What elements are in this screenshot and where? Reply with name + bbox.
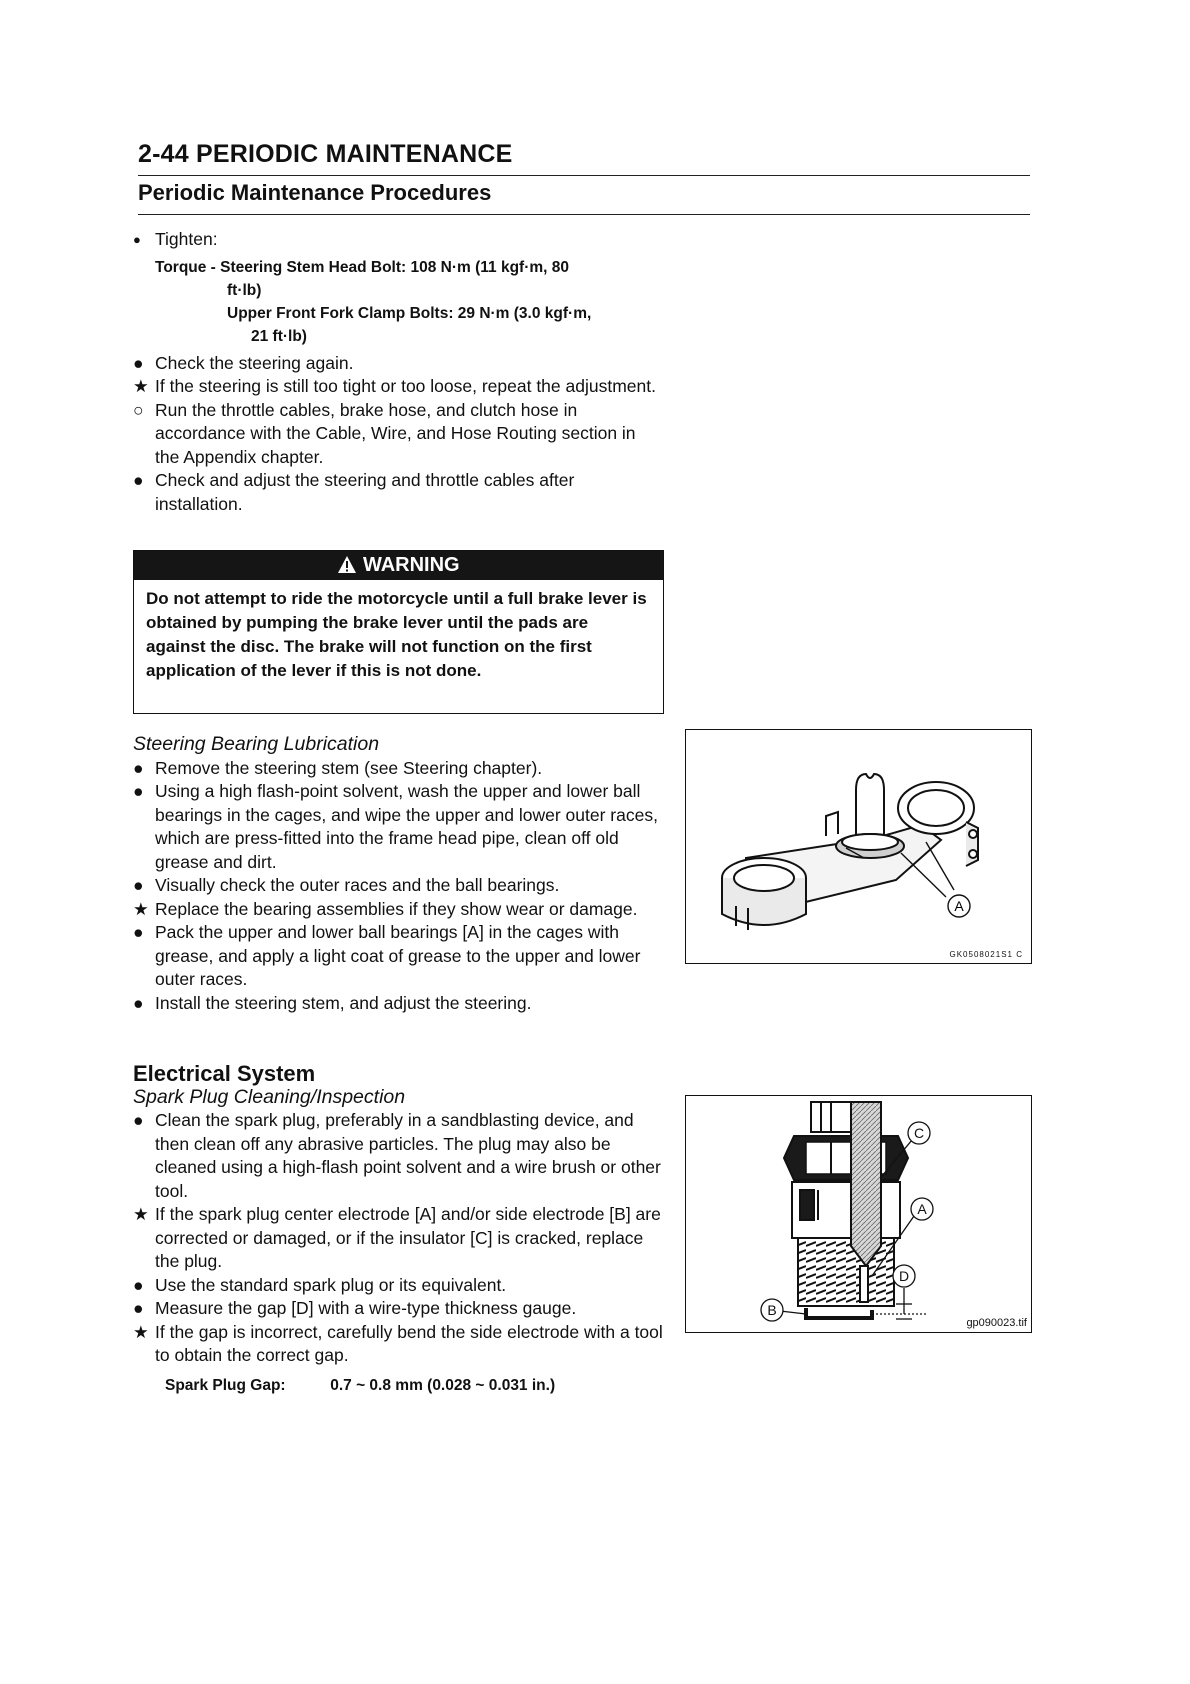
- step-text: Measure the gap [D] with a wire-type thickness gauge.: [155, 1298, 577, 1318]
- gap-value: 0.7 ~ 0.8 mm (0.028 ~ 0.031 in.): [330, 1376, 556, 1394]
- star-icon: ★: [133, 1204, 149, 1224]
- figure-file-name: gp090023.tif: [966, 1317, 1027, 1329]
- list-item: [133, 1203, 663, 1274]
- star-icon: ★: [133, 1321, 149, 1342]
- steering-stem-drawing: [686, 730, 1031, 963]
- gap-label: Spark Plug Gap:: [165, 1376, 286, 1394]
- star-icon: ★: [133, 898, 149, 919]
- star-icon: ★: [133, 376, 149, 396]
- list-item: [133, 375, 663, 399]
- electrical-section: [133, 1062, 663, 1397]
- list-item: [133, 399, 663, 470]
- list-item: [133, 757, 663, 781]
- warning-bar: [134, 551, 663, 580]
- callout-b: B: [767, 1302, 777, 1318]
- step-text: Visually check the outer races and the ball bearings.: [155, 875, 560, 895]
- spark-plug-subheading: Spark Plug Cleaning/Inspection: [133, 1085, 406, 1108]
- spark-plug-figure: [685, 1095, 1032, 1333]
- step-text: Check and adjust the steering and throttle cables after installation.: [155, 470, 575, 514]
- bullet-icon: ●: [133, 232, 141, 247]
- list-item: [133, 352, 663, 376]
- bullet-icon: ●: [133, 992, 144, 1013]
- step-text: Remove the steering stem (see Steering chapter).: [155, 757, 543, 778]
- bullet-icon: ●: [133, 470, 144, 490]
- list-item: [133, 921, 663, 992]
- list-item: [133, 874, 663, 898]
- bullet-icon: ●: [133, 875, 144, 895]
- tighten-label: Tighten:: [155, 229, 218, 249]
- gap-spec: [133, 1374, 663, 1397]
- steering-stem-figure: [685, 729, 1032, 964]
- step-text: If the steering is still too tight or too loose, repeat the adjustment.: [155, 376, 656, 396]
- bearing-heading: Steering Bearing Lubrication: [133, 733, 380, 755]
- step-text: Check the steering again.: [155, 352, 354, 373]
- step-text: Use the standard spark plug or its equivalent.: [155, 1274, 507, 1295]
- list-item: [133, 780, 663, 874]
- list-item: [133, 228, 663, 252]
- subtitle-rule: [138, 214, 1030, 215]
- warning-text: Do not attempt to ride the motorcycle until a full brake lever is obtained by pumping the brake lever until the pads are against the disc. The brake will not function on the first application of the lever if this is not done.: [146, 589, 647, 680]
- header-rule: [138, 175, 1030, 176]
- step-text: Clean the spark plug, preferably in a sandblasting device, and then clean off any abrasive particles. The plug may also be cleaned using a high-flash point solvent and a wire brush or other tool.: [155, 1110, 661, 1201]
- spark-plug-drawing: [686, 1096, 1031, 1332]
- torque-line: Torque - Steering Stem Head Bolt: 108 N·m (11 kgf·m, 80: [155, 258, 569, 276]
- callout-c: C: [913, 1125, 925, 1141]
- bullet-icon: ●: [133, 781, 144, 801]
- step-text: If the spark plug center electrode [A] and/or side electrode [B] are corrected or damaged, or if the insulator [C] is cracked, replace the plug.: [155, 1204, 661, 1271]
- torque-line: ft·lb): [227, 281, 262, 299]
- step-text: Pack the upper and lower ball bearings [A] in the cages with grease, and apply a light coat of grease to the upper and lower outer races.: [155, 922, 641, 989]
- bullet-icon: ●: [133, 352, 144, 373]
- step-text: Run the throttle cables, brake hose, and clutch hose in accordance with the Cable, Wire, and Hose Routing section in the Appendix chapter.: [155, 399, 636, 467]
- step-text: Install the steering stem, and adjust the steering.: [155, 992, 532, 1013]
- callout-d: D: [898, 1268, 910, 1284]
- list-item: [133, 1109, 663, 1203]
- list-item: [133, 1321, 663, 1368]
- callout-a: A: [917, 1201, 927, 1217]
- warning-triangle-icon: [337, 555, 357, 574]
- tighten-block: [133, 228, 663, 516]
- bullet-icon: ●: [133, 1274, 144, 1295]
- list-item: [133, 1297, 663, 1321]
- step-text: Using a high flash-point solvent, wash the upper and lower ball bearings in the cages, and wipe the upper and lower outer races, which are press-fitted into the frame head pipe, clean off old grease and dirt.: [155, 781, 658, 872]
- list-item: [133, 898, 663, 922]
- step-text: Replace the bearing assemblies if they show wear or damage.: [155, 898, 638, 919]
- figure-code: GK0508021S1 C: [949, 950, 1023, 959]
- bullet-icon: ●: [133, 757, 144, 778]
- bullet-icon: ●: [133, 1298, 144, 1318]
- step-text: If the gap is incorrect, carefully bend the side electrode with a tool to obtain the correct gap.: [155, 1321, 663, 1365]
- circle-icon: ○: [133, 399, 144, 420]
- clamp-line: Upper Front Fork Clamp Bolts: 29 N·m (3.0 kgf·m,: [227, 304, 592, 322]
- bearing-section: [133, 733, 663, 1015]
- steps-top: [133, 352, 663, 517]
- callout-a: A: [954, 898, 964, 914]
- warning-title: WARNING: [362, 554, 460, 576]
- torque-spec: [133, 256, 663, 348]
- list-item: [133, 469, 663, 516]
- bullet-icon: ●: [133, 922, 144, 942]
- electrical-heading: Electrical System: [133, 1061, 316, 1086]
- list-item: [133, 1274, 663, 1298]
- clamp-line: 21 ft·lb): [251, 327, 307, 345]
- page-title: 2-44 PERIODIC MAINTENANCE: [138, 140, 513, 168]
- list-item: [133, 992, 663, 1016]
- section-subtitle: Periodic Maintenance Procedures: [138, 180, 492, 205]
- bullet-icon: ●: [133, 1110, 144, 1130]
- warning-box: [133, 550, 664, 714]
